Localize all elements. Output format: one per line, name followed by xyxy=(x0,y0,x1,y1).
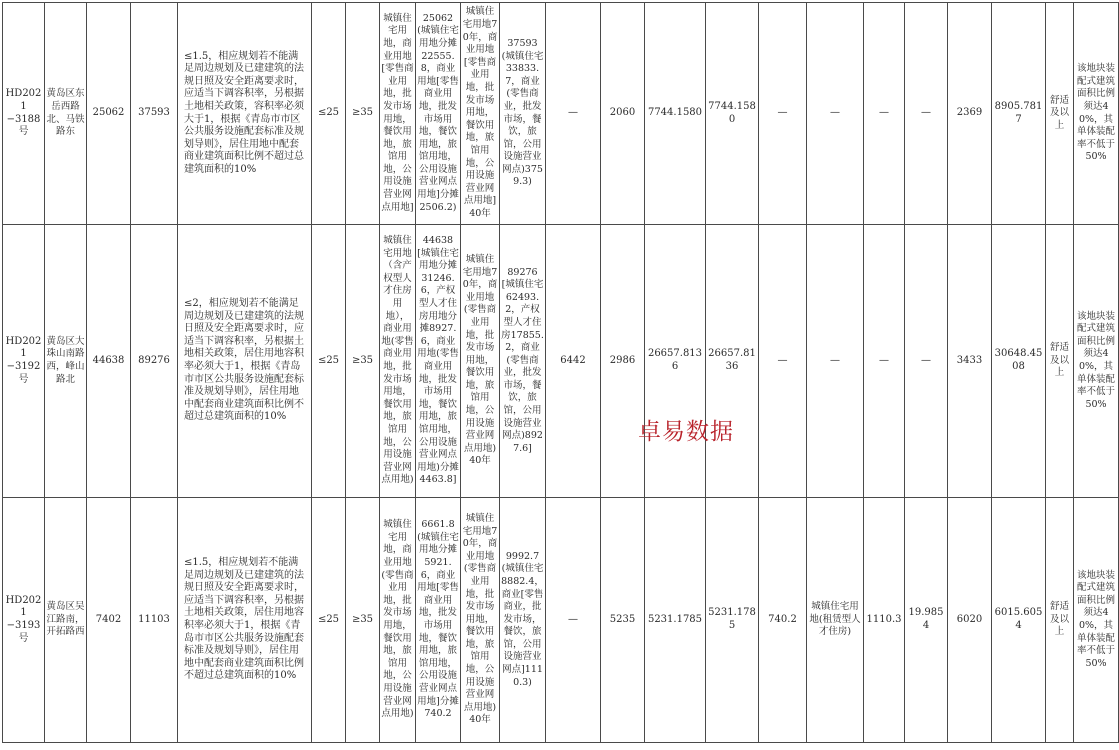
parcel-area: 7402 xyxy=(87,498,131,743)
cell-c18: — xyxy=(864,3,905,225)
cell-c12: 6442 xyxy=(546,225,601,498)
table-row xyxy=(3,3,1119,225)
cell-c22: 舒适及以上 xyxy=(1046,3,1074,225)
cell-c20: 3433 xyxy=(948,225,992,498)
cell-c14: 7744.1580 xyxy=(645,3,706,225)
cell-c15: 5231.1785 xyxy=(706,498,759,743)
green-ratio: ≥35 xyxy=(346,498,380,743)
plot-ratio-note: ≤2，相应规划若不能满足周边规划及已建建筑的法规日照及安全距离要求时，应适当下调容积率，另根据土地相关政策，居住用地容积率必须大于1，根据《青岛市市区公共服务设施配套标准及规划导则》，居住用地中配套商业建筑面积比例不超过总建筑面积的10% xyxy=(178,225,312,498)
land-use-area: 44638[城镇住宅用地分摊31246.6，产权型人才住房用地分摊8927.6，商业用地(零售商业用地，批发市场用地，餐饮用地，旅馆用地，公用设施营业网点用地)分摊4463.8] xyxy=(416,225,461,498)
building-density: ≤25 xyxy=(312,3,346,225)
table-row xyxy=(3,225,1119,498)
cell-c21: 8905.7817 xyxy=(992,3,1046,225)
land-use-area: 25062(城镇住宅用地分摊22555.8，商业用地[零售商业用地，批发市场用地，餐饮用地，旅馆用地，公用设施营业网点用地]分摊2506.2) xyxy=(416,3,461,225)
cell-c19: 19.9854 xyxy=(905,498,948,743)
land-use-term: 城镇住宅用地70年，商业用地(零售商业用地，批发市场用地，餐饮用地，旅馆用地，公用设施营业网点用地)40年 xyxy=(461,225,500,498)
parcel-code: HD2021 −3192 号 xyxy=(3,225,45,498)
cell-c19: — xyxy=(905,3,948,225)
cell-c14: 26657.8136 xyxy=(645,225,706,498)
total-building-area: 37593 xyxy=(131,3,178,225)
table-row xyxy=(3,498,1119,743)
cell-c14: 5231.1785 xyxy=(645,498,706,743)
cell-c13: 5235 xyxy=(601,498,645,743)
cell-c18: — xyxy=(864,225,905,498)
use-building-area: 37593(城镇住宅33833.7，商业(零售商业，批发市场，餐饮，旅馆，公用设施营业网点)3759.3) xyxy=(500,3,546,225)
land-use: 城镇住宅用地，商业用地(零售商业用地，批发市场用地，餐饮用地，旅馆用地，公用设施营业网点用地) xyxy=(380,498,416,743)
use-building-area: 9992.7(城镇住宅8882.4，商业[零售商业，批发市场，餐饮，旅馆，公用设施营业网点]1110.3) xyxy=(500,498,546,743)
green-ratio: ≥35 xyxy=(346,3,380,225)
watermark-text: 卓易数据 xyxy=(638,419,734,445)
parcel-location: 黄岛区大珠山南路西，峰山路北 xyxy=(45,225,87,498)
parcel-code: HD2021 −3188 号 xyxy=(3,3,45,225)
cell-c23: 该地块装配式建筑面积比例须达40%，其单体装配率不低于50% xyxy=(1074,498,1119,743)
cell-c17: — xyxy=(807,225,864,498)
cell-c18: 1110.3 xyxy=(864,498,905,743)
total-building-area: 11103 xyxy=(131,498,178,743)
cell-c16: — xyxy=(759,3,807,225)
land-use: 城镇住宅用地（含产权型人才住房用地），商业用地(零售商业用地，批发市场用地，餐饮用地，旅馆用地，公用设施营业网点用地) xyxy=(380,225,416,498)
building-density: ≤25 xyxy=(312,225,346,498)
cell-c23: 该地块装配式建筑面积比例须达40%，其单体装配率不低于50% xyxy=(1074,3,1119,225)
land-parcel-table xyxy=(2,2,1119,743)
cell-c17: — xyxy=(807,3,864,225)
building-density: ≤25 xyxy=(312,498,346,743)
land-use-term: 城镇住宅用地70年，商业用地(零售商业用地，批发市场用地，餐饮用地，旅馆用地，公用设施营业网点用地)40年 xyxy=(461,498,500,743)
cell-c12: — xyxy=(546,3,601,225)
parcel-location: 黄岛区吴江路南，开拓路西 xyxy=(45,498,87,743)
cell-c22: 舒适及以上 xyxy=(1046,225,1074,498)
cell-c13: 2986 xyxy=(601,225,645,498)
parcel-area: 44638 xyxy=(87,225,131,498)
cell-c16: — xyxy=(759,225,807,498)
land-use: 城镇住宅用地，商业用地[零售商业用地，批发市场用地，餐饮用地，旅馆用地，公用设施营业网点用地] xyxy=(380,3,416,225)
cell-c12: — xyxy=(546,498,601,743)
plot-ratio-note: ≤1.5，相应规划若不能满足周边规划及已建建筑的法规日照及安全距离要求时，应适当下调容积率，另根据土地相关政策，容积率必须大于1，根据《青岛市市区公共服务设施配套标准及规划导则》，居住用地中配套商业建筑面积比例不超过总建筑面积的10% xyxy=(178,3,312,225)
parcel-location: 黄岛区东岳西路北、马铁路东 xyxy=(45,3,87,225)
use-building-area: 89276[城镇住宅62493.2，产权型人才住房17855.2，商业(零售商业，批发市场，餐饮，旅馆，公用设施营业网点)8927.6] xyxy=(500,225,546,498)
cell-c23: 该地块装配式建筑面积比例须达40%，其单体装配率不低于50% xyxy=(1074,225,1119,498)
cell-c20: 2369 xyxy=(948,3,992,225)
cell-c21: 6015.6054 xyxy=(992,498,1046,743)
parcel-code: HD2021 −3193 号 xyxy=(3,498,45,743)
cell-c21: 30648.4508 xyxy=(992,225,1046,498)
land-use-area: 6661.8(城镇住宅用地分摊5921.6，商业用地[零售商业用地，批发市场用地，餐饮用地，旅馆用地，公用设施营业网点用地]分摊740.2 xyxy=(416,498,461,743)
cell-c19: — xyxy=(905,225,948,498)
cell-c15: 26657.8136 xyxy=(706,225,759,498)
cell-c15: 7744.1580 xyxy=(706,3,759,225)
total-building-area: 89276 xyxy=(131,225,178,498)
cell-c17: 城镇住宅用地(租赁型人才住房) xyxy=(807,498,864,743)
cell-c16: 740.2 xyxy=(759,498,807,743)
cell-c22: 舒适及以上 xyxy=(1046,498,1074,743)
cell-c13: 2060 xyxy=(601,3,645,225)
land-use-term: 城镇住宅用地70年，商业用地[零售商业用地，批发市场用地，餐饮用地，旅馆用地，公用设施营业网点用地]40年 xyxy=(461,3,500,225)
parcel-area: 25062 xyxy=(87,3,131,225)
green-ratio: ≥35 xyxy=(346,225,380,498)
plot-ratio-note: ≤1.5，相应规划若不能满足周边规划及已建建筑的法规日照及安全距离要求时，应适当下调容积率，另根据土地相关政策，居住用地容积率必须大于1，根据《青岛市市区公共服务设施配套标准及规划导则》，居住用地中配套商业建筑面积比例不超过总建筑面积的10% xyxy=(178,498,312,743)
cell-c20: 6020 xyxy=(948,498,992,743)
